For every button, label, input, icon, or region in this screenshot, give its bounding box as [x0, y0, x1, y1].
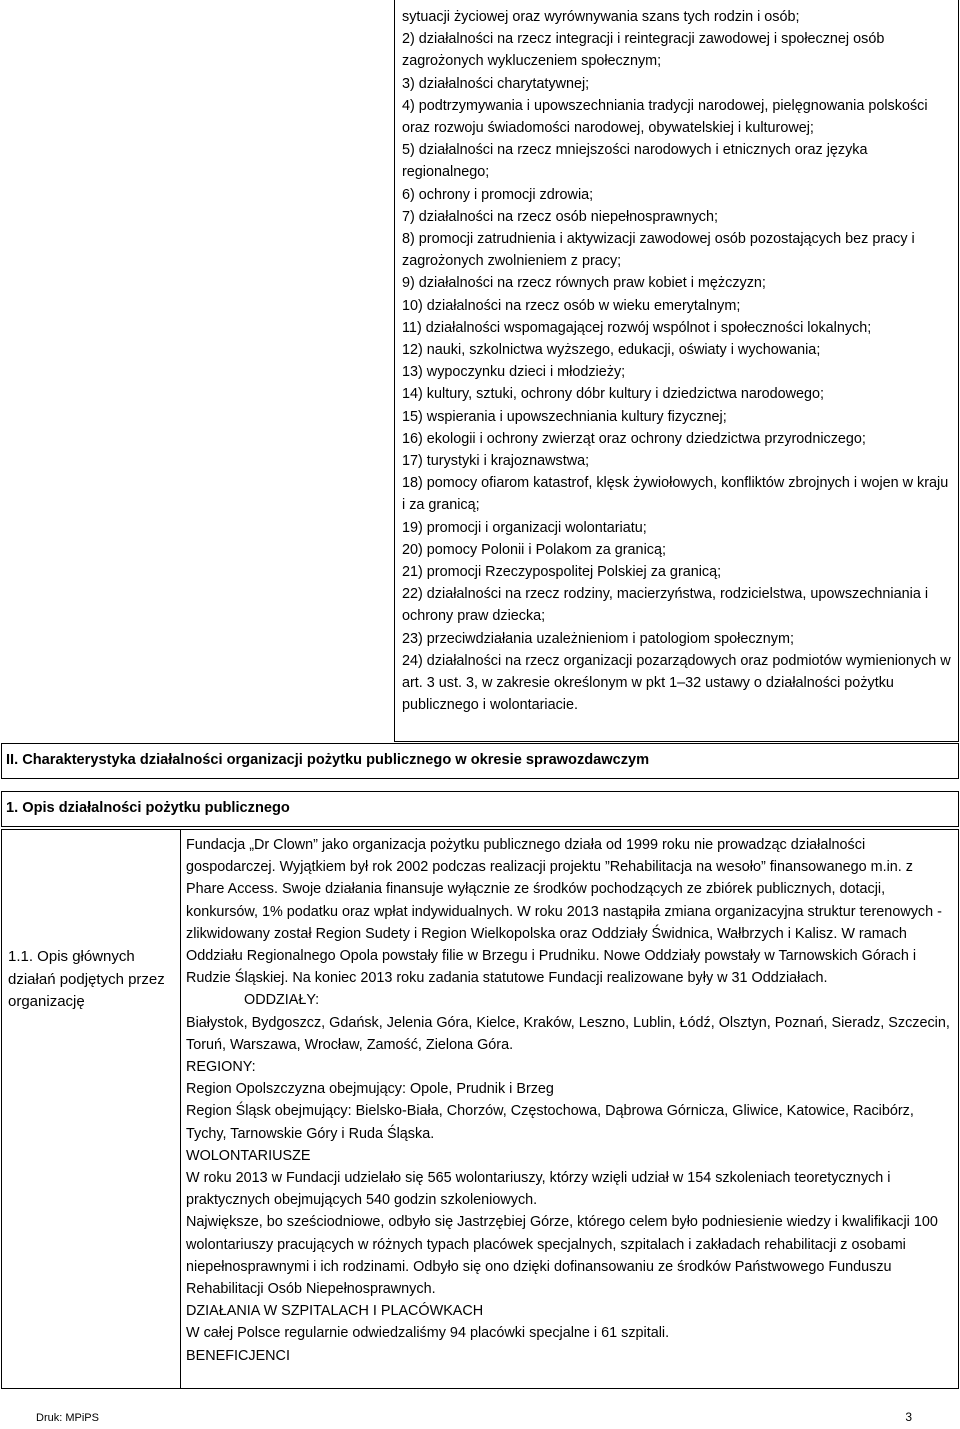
- footer-printer: Druk: MPiPS: [36, 1412, 99, 1424]
- list-item: 4) podtrzymywania i upowszechniania tradycji narodowej, pielęgnowania polskości oraz rozwoju świadomości narodowej, obywatelskiej i kulturowej;: [402, 97, 928, 137]
- list-item: 7) działalności na rzecz osób niepełnosprawnych;: [402, 208, 718, 225]
- description-paragraph: REGIONY:: [186, 1059, 256, 1076]
- list-item: 13) wypoczynku dzieci i młodzieży;: [402, 364, 626, 381]
- description-paragraph: ODDZIAŁY:: [244, 992, 320, 1009]
- list-item: 17) turystyki i krajoznawstwa;: [402, 453, 590, 470]
- list-item: 22) działalności na rzecz rodziny, macierzyństwa, rodzicielstwa, upowszechniania i ochrony praw dziecka;: [402, 586, 929, 625]
- section-title: II. Charakterystyka działalności organizacji pożytku publicznego w okresie sprawozdawczym: [6, 752, 650, 768]
- list-cell-left-border: [394, 0, 395, 742]
- list-item: sytuacji życiowej oraz wyrównywania szans tych rodzin i osób;: [402, 9, 800, 25]
- subsection-title: 1. Opis działalności pożytku publicznego: [6, 800, 290, 816]
- list-item: 15) wspierania i upowszechniania kultury fizycznej;: [402, 408, 727, 425]
- list-item: 24) działalności na rzecz organizacji pozarządowych oraz podmiotów wymienionych w art. 3 ust. 3, w zakresie określonym w pkt 1–32 ustawy o działalności pożytku publicznego i wolontariacie.: [402, 652, 951, 714]
- description-paragraph: Białystok, Bydgoszcz, Gdańsk, Jelenia Góra, Kielce, Kraków, Leszno, Lublin, Łódź, Olsztyn, Poznań, Sieradz, Szczecin, Toruń, Warszawa, Wrocław, Zamość, Zielona Góra.: [186, 1014, 950, 1053]
- description-paragraph: Największe, bo sześciodniowe, odbyło się Jastrzębiej Górze, którego celem było podniesienie wiedzy i kwalifikacji 100 wolontariuszy pracujących w różnych typach placówek specjalnych, szpitalach i zakładach rehabilitacji z osobami niepełnosprawnymi i ich rodzinami. Odbyło się ono dzięki dofinansowaniu ze środków Państwowego Funduszu Rehabilitacji Osób Niepełnosprawnych.: [186, 1214, 938, 1298]
- list-item: 2) działalności na rzecz integracji i reintegracji zawodowej i społecznej osób zagrożonych wykluczeniem społecznym;: [402, 31, 885, 70]
- activity-description: [186, 834, 954, 1367]
- list-item: 10) działalności na rzecz osób w wieku emerytalnym;: [402, 297, 741, 314]
- description-paragraph: Region Śląsk obejmujący: Bielsko-Biała, Chorzów, Częstochowa, Dąbrowa Górnicza, Gliwice, Katowice, Racibórz, Tychy, Tarnowskie Góry i Ruda Śląska.: [186, 1103, 914, 1142]
- list-cell-right-border: [958, 0, 959, 742]
- public-benefit-areas-list: [402, 6, 954, 717]
- list-item: 5) działalności na rzecz mniejszości narodowych i etnicznych oraz języka regionalnego;: [402, 142, 868, 181]
- list-item: 18) pomocy ofiarom katastrof, klęsk żywiołowych, konfliktów zbrojnych i wojen w kraju i za granicą;: [402, 475, 949, 514]
- list-cell-bottom-border: [394, 741, 959, 742]
- list-item: 3) działalności charytatywnej;: [402, 75, 590, 92]
- description-paragraph: BENEFICJENCI: [186, 1347, 290, 1364]
- description-paragraph: Region Opolszczyzna obejmujący: Opole, Prudnik i Brzeg: [186, 1081, 554, 1098]
- description-paragraph: DZIAŁANIA W SZPITALACH I PLACÓWKACH: [186, 1303, 484, 1320]
- list-item: 12) nauki, szkolnictwa wyższego, edukacji, oświaty i wychowania;: [402, 342, 821, 359]
- list-item: 16) ekologii i ochrony zwierząt oraz ochrony dziedzictwa przyrodniczego;: [402, 430, 866, 447]
- list-item: 23) przeciwdziałania uzależnieniom i patologiom społecznym;: [402, 630, 794, 647]
- description-table-divider: [180, 829, 181, 1389]
- list-item: 21) promocji Rzeczypospolitej Polskiej za granicą;: [402, 564, 722, 581]
- row-label: 1.1. Opis głównych działań podjętych przez organizację: [8, 948, 165, 1010]
- description-paragraph: WOLONTARIUSZE: [186, 1147, 311, 1164]
- list-item: 14) kultury, sztuki, ochrony dóbr kultury i dziedzictwa narodowego;: [402, 386, 825, 403]
- description-paragraph: W roku 2013 w Fundacji udzielało się 565 wolontariuszy, którzy wzięli udział w 154 szkoleniach teoretycznych i praktycznych obejmujących 540 godzin szkoleniowych.: [186, 1170, 891, 1209]
- page-number: 3: [905, 1410, 912, 1424]
- description-paragraph: Fundacja „Dr Clown” jako organizacja pożytku publicznego działa od 1999 roku nie prowadząc działalności gospodarczej. Wyjątkiem był rok 2002 podczas realizacji projektu ”Rehabilitacja na wesoło” finansowanego m.in. z Phare Access. Swoje działania finansuje wyłącznie ze środków pochodzących ze zbiórek publicznych, dotacji, konkursów, 1% podatku oraz wpłat indywidualnych. W roku 2013 nastąpiła zmiana organizacyjna struktur terenowych - zlikwidowany został Region Sudety i Region Wielkopolska oraz Oddziały Świdnica, Wałbrzych i Kalisz. W ramach Oddziału Regionalnego Opola powstały filie w Brzegu i Prudniku. Nowe Oddziały powstały w Tarnowskich Górach i Rudzie Śląskiej. Na koniec 2013 roku zadania statutowe Fundacji realizowane były w 31 Oddziałach.: [186, 837, 942, 987]
- list-item: 11) działalności wspomagającej rozwój wspólnot i społeczności lokalnych;: [402, 319, 872, 336]
- list-item: 19) promocji i organizacji wolontariatu;: [402, 519, 647, 536]
- description-paragraph: W całej Polsce regularnie odwiedzaliśmy 94 placówki specjalne i 61 szpitali.: [186, 1325, 670, 1342]
- list-item: 8) promocji zatrudnienia i aktywizacji zawodowej osób pozostających bez pracy i zagrożonych zwolnieniem z pracy;: [402, 231, 915, 270]
- list-item: 6) ochrony i promocji zdrowia;: [402, 186, 594, 203]
- list-item: 9) działalności na rzecz równych praw kobiet i mężczyzn;: [402, 275, 766, 292]
- list-item: 20) pomocy Polonii i Polakom za granicą;: [402, 541, 666, 558]
